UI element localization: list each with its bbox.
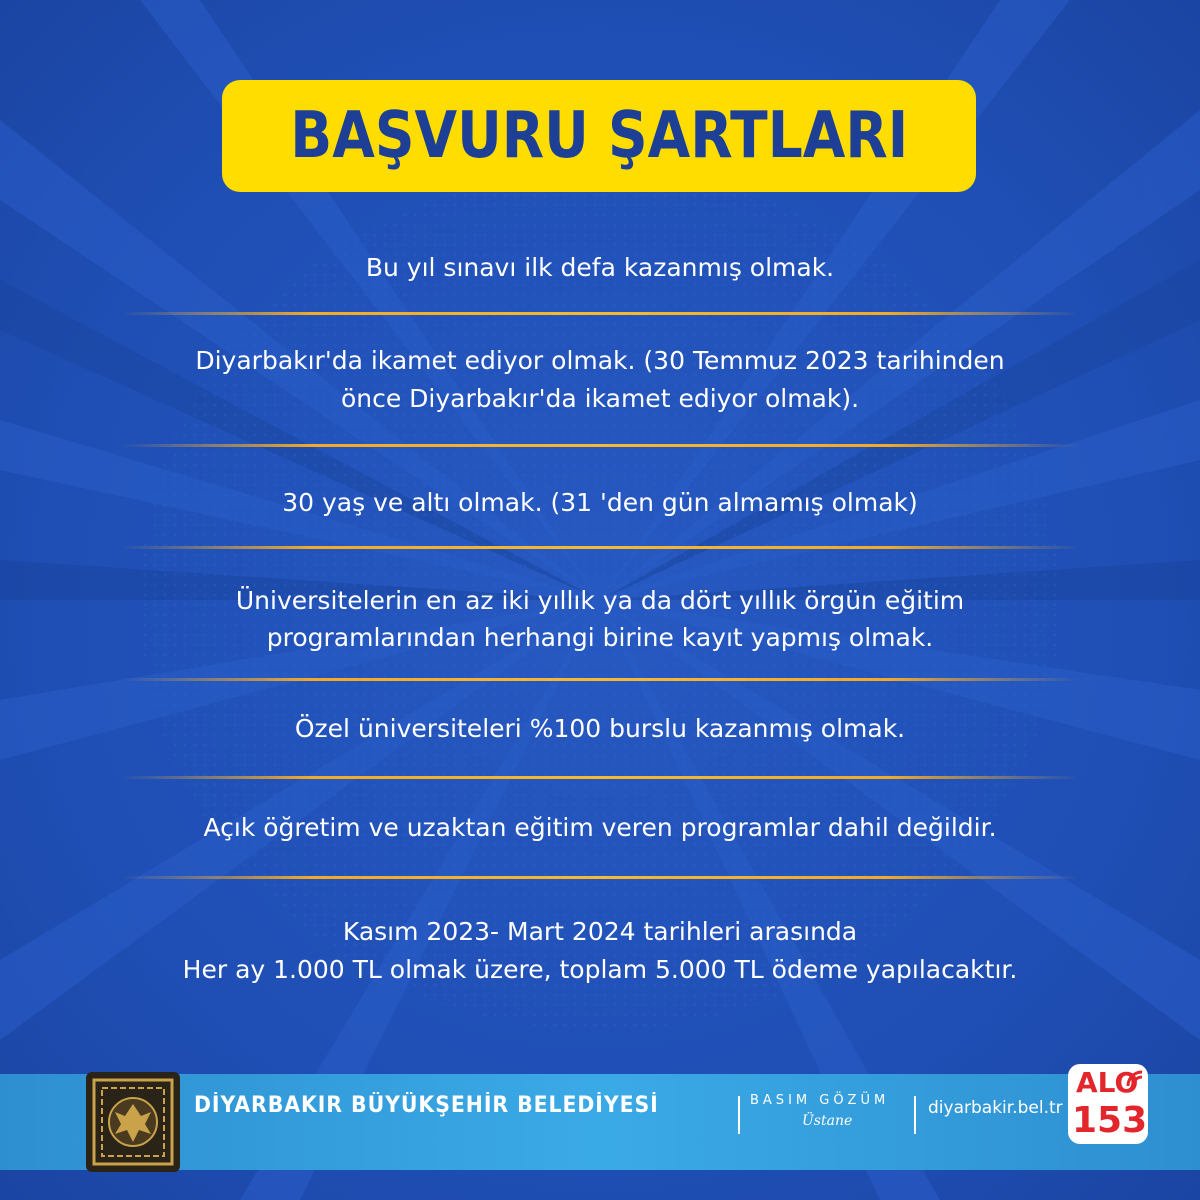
divider <box>120 546 1080 549</box>
signal-icon <box>1124 1064 1150 1090</box>
website-link[interactable]: diyarbakir.bel.tr <box>928 1098 1063 1118</box>
page-title: BAŞVURU ŞARTLARI <box>290 99 908 173</box>
divider <box>120 444 1080 447</box>
requirement-residence-line1: Diyarbakır'da ikamet ediyor olmak. (30 Temmuz 2023 tarihinden <box>195 346 1005 375</box>
footer-separator <box>738 1096 740 1134</box>
divider <box>120 678 1080 681</box>
requirement-exclusion: Açık öğretim ve uzaktan eğitim veren programlar dahil değildir. <box>203 813 997 842</box>
requirement-age: 30 yaş ve altı olmak. (31 'den gün almamış olmak) <box>282 488 918 517</box>
footer-separator <box>914 1096 916 1134</box>
requirement-university-line1: Üniversitelerin en az iki yıllık ya da dört yıllık örgün eğitim <box>235 586 965 615</box>
hotline-label: ALO <box>1076 1066 1139 1099</box>
slogan-bottom: Üstane <box>802 1113 853 1129</box>
payment-amount: Her ay 1.000 TL olmak üzere, toplam 5.000 TL ödeme yapılacaktır. <box>182 955 1018 984</box>
title-banner <box>222 80 976 192</box>
requirement-first-exam: Bu yıl sınavı ilk defa kazanmış olmak. <box>365 253 835 282</box>
divider <box>120 876 1080 879</box>
requirement-university-line2: programlarından herhangi birine kayıt yapmış olmak. <box>266 623 934 652</box>
slogan-top: BASIM GÖZÜM <box>750 1093 890 1108</box>
divider <box>120 312 1080 315</box>
payment-period: Kasım 2023- Mart 2024 tarihleri arasında <box>342 917 858 946</box>
org-name: DİYARBAKIR BÜYÜKŞEHİR BELEDİYESİ <box>194 1093 659 1118</box>
municipality-logo-icon <box>80 1066 186 1178</box>
divider <box>120 776 1080 779</box>
hotline-number[interactable]: 153 <box>1072 1100 1148 1141</box>
requirement-residence-line2: önce Diyarbakır'da ikamet ediyor olmak). <box>340 384 860 413</box>
requirement-private-scholarship: Özel üniversiteleri %100 burslu kazanmış olmak. <box>294 714 906 743</box>
